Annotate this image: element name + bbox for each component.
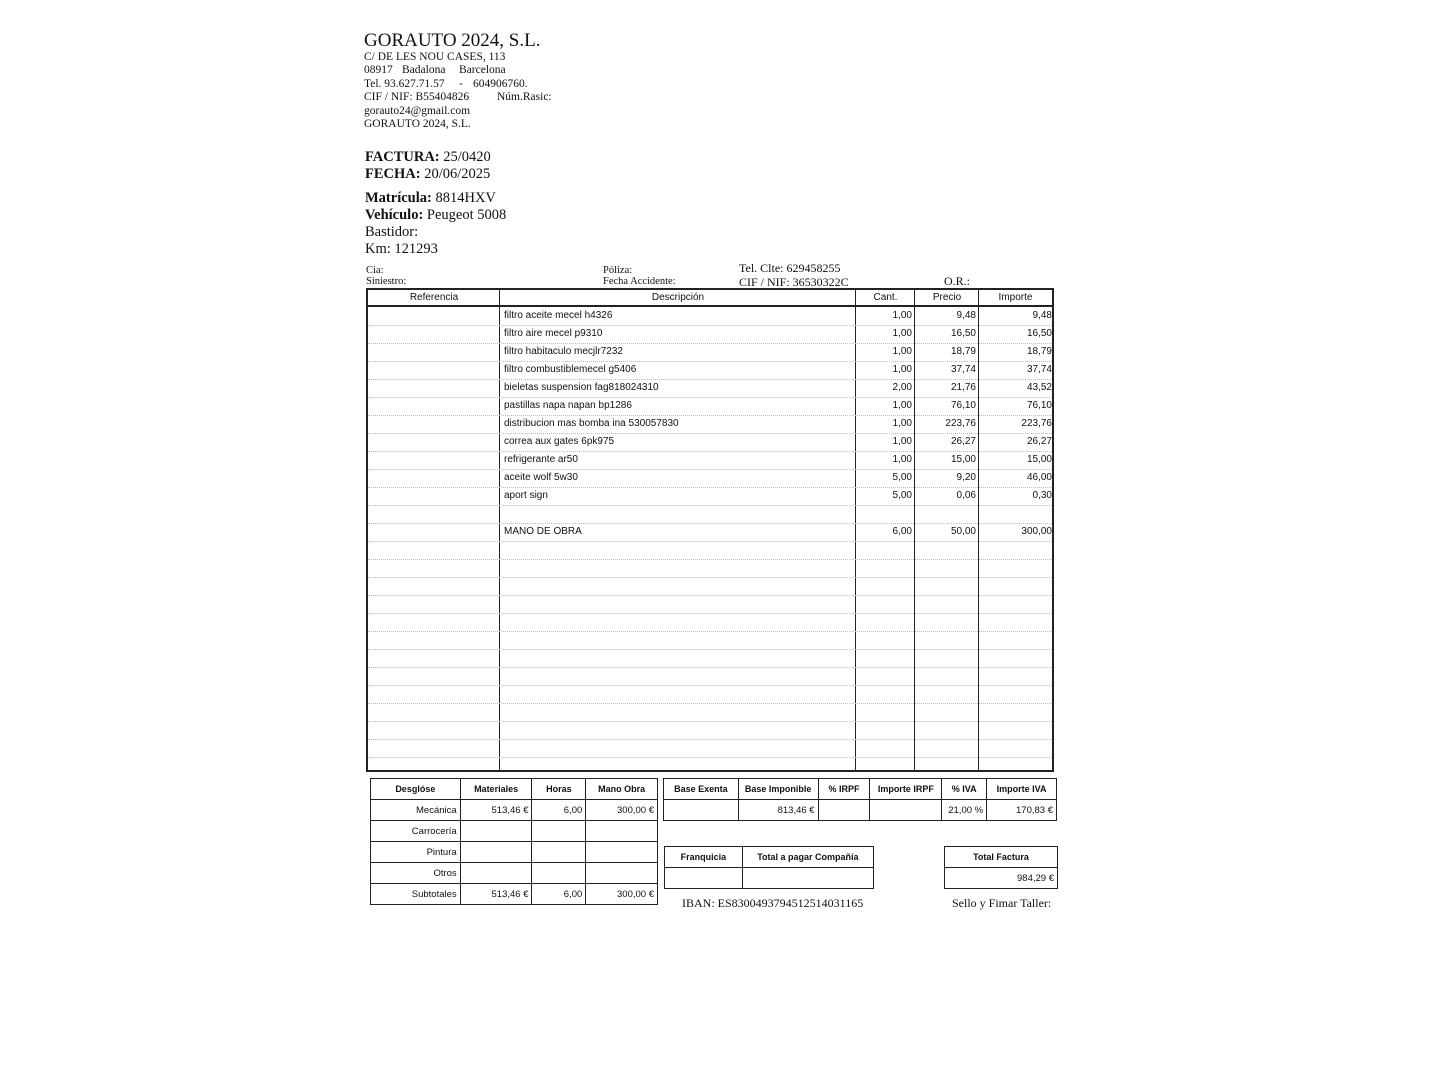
- breakdown-hours: 6,00: [532, 884, 586, 905]
- row-guide: [368, 325, 1052, 326]
- company-phone-separator: -: [459, 78, 463, 90]
- item-description: filtro habitaculo mecjlr7232: [504, 346, 623, 357]
- row-guide: [368, 577, 1052, 578]
- row-guide: [368, 757, 1052, 758]
- item-quantity: 1,00: [892, 454, 912, 465]
- item-amount: 223,76: [1021, 418, 1052, 429]
- company-address: C/ DE LES NOU CASES, 113: [364, 51, 506, 63]
- col-importe: Importe: [979, 290, 1052, 307]
- tax-header: Base Exenta: [664, 779, 739, 800]
- item-description: distribucion mas bomba ina 530057830: [504, 418, 679, 429]
- total-table: [944, 846, 1058, 889]
- col-cant: Cant.: [856, 290, 915, 307]
- item-price: 0,06: [956, 490, 976, 501]
- item-description: correa aux gates 6pk975: [504, 436, 615, 447]
- breakdown-hours: [532, 842, 586, 863]
- total-header-row: [945, 847, 1058, 868]
- breakdown-header: Horas: [532, 779, 586, 800]
- tax-vat-percent: 21,00 %: [942, 800, 987, 821]
- breakdown-labor: [586, 842, 658, 863]
- client-phone: Tel. Clte: 629458255: [739, 261, 841, 275]
- item-amount: 26,27: [1026, 436, 1052, 447]
- row-guide: [368, 649, 1052, 650]
- factura-value: 25/0420: [443, 149, 491, 165]
- repair-order-label: O.R.:: [944, 274, 971, 288]
- item-amount: 46,00: [1026, 472, 1052, 483]
- deductible-header: Franquicia: [665, 847, 743, 868]
- breakdown-header: Mano Obra: [586, 779, 658, 800]
- tax-header: Importe IRPF: [870, 779, 942, 800]
- deductible-value-row: [665, 868, 874, 889]
- item-price: 37,74: [950, 364, 976, 375]
- item-quantity: 1,00: [892, 400, 912, 411]
- breakdown-materials: [460, 821, 532, 842]
- item-amount: 9,48: [1032, 310, 1052, 321]
- item-price: 21,76: [950, 382, 976, 393]
- tax-irpf-amount: [870, 800, 942, 821]
- item-description: filtro aceite mecel h4326: [504, 310, 613, 321]
- item-amount: 16,50: [1026, 328, 1052, 339]
- row-guide: [368, 559, 1052, 560]
- company-email: gorauto24@gmail.com: [364, 105, 471, 117]
- row-guide: [368, 523, 1052, 524]
- col-referencia: Referencia: [368, 290, 500, 307]
- km-label: Km:: [365, 241, 391, 257]
- company-province: Barcelona: [459, 64, 506, 76]
- item-price: 9,20: [956, 472, 976, 483]
- invoice-date: [365, 166, 490, 183]
- row-guide: [368, 415, 1052, 416]
- breakdown-labor: 300,00 €: [586, 884, 658, 905]
- vehiculo-label: Vehículo:: [365, 207, 424, 223]
- tax-table: [663, 778, 1057, 821]
- item-description: filtro aire mecel p9310: [504, 328, 603, 339]
- row-guide: [368, 685, 1052, 686]
- item-quantity: 1,00: [892, 436, 912, 447]
- row-guide: [368, 433, 1052, 434]
- client-cif: CIF / NIF: 36530322C: [739, 275, 849, 289]
- breakdown-materials: 513,46 €: [460, 800, 532, 821]
- item-description: refrigerante ar50: [504, 454, 578, 465]
- breakdown-hours: 6,00: [532, 800, 586, 821]
- row-guide: [368, 667, 1052, 668]
- company-cif: CIF / NIF: B55404826: [364, 91, 470, 103]
- breakdown-label: Carrocería: [371, 821, 461, 842]
- breakdown-materials: 513,46 €: [460, 884, 532, 905]
- vehicle-plate: [365, 190, 496, 207]
- row-guide: [368, 451, 1052, 452]
- row-guide: [368, 721, 1052, 722]
- row-guide: [368, 469, 1052, 470]
- item-amount: 300,00: [1021, 526, 1052, 537]
- breakdown-label: Pintura: [371, 842, 461, 863]
- insurer-label: Cia:: [366, 265, 384, 276]
- tax-base-exempt: [664, 800, 739, 821]
- breakdown-labor: 300,00 €: [586, 800, 658, 821]
- breakdown-labor: [586, 821, 658, 842]
- col-divider: [499, 290, 500, 770]
- row-guide: [368, 343, 1052, 344]
- insurer-total-value: [742, 868, 873, 889]
- accident-date-label: Fecha Accidente:: [603, 276, 676, 287]
- row-guide: [368, 505, 1052, 506]
- vehicle-model: [365, 207, 506, 224]
- breakdown-label: Mecánica: [371, 800, 461, 821]
- row-guide: [368, 631, 1052, 632]
- company-name-repeat: GORAUTO 2024, S.L.: [364, 118, 471, 130]
- deductible-value: [665, 868, 743, 889]
- row-guide: [368, 361, 1052, 362]
- item-description: bieletas suspension fag818024310: [504, 382, 659, 393]
- company-phone: Tel. 93.627.71.57: [364, 78, 445, 90]
- factura-label: FACTURA:: [365, 149, 440, 165]
- item-price: 26,27: [950, 436, 976, 447]
- item-amount: 15,00: [1026, 454, 1052, 465]
- policy-label: Póliza:: [603, 265, 633, 276]
- total-value-row: [945, 868, 1058, 889]
- row-guide: [368, 379, 1052, 380]
- row-guide: [368, 541, 1052, 542]
- tax-header: % IRPF: [818, 779, 870, 800]
- total-label: Total Factura: [945, 847, 1058, 868]
- tax-header: % IVA: [942, 779, 987, 800]
- item-amount: 76,10: [1026, 400, 1052, 411]
- item-quantity: 1,00: [892, 310, 912, 321]
- item-quantity: 1,00: [892, 346, 912, 357]
- vehicle-chassis: Bastidor:: [365, 224, 419, 240]
- breakdown-labor: [586, 863, 658, 884]
- tax-header: Importe IVA: [987, 779, 1057, 800]
- stamp-signature-label: Sello y Fimar Taller:: [952, 896, 1052, 910]
- tax-base-taxable: 813,46 €: [738, 800, 818, 821]
- row-guide: [368, 613, 1052, 614]
- breakdown-header-row: [371, 779, 658, 800]
- company-name: GORAUTO 2024, S.L.: [364, 30, 541, 51]
- row-guide: [368, 397, 1052, 398]
- tax-value-row: [664, 800, 1057, 821]
- breakdown-row: [371, 842, 658, 863]
- company-city: Badalona: [402, 64, 446, 76]
- item-price: 76,10: [950, 400, 976, 411]
- col-precio: Precio: [915, 290, 979, 307]
- item-amount: 37,74: [1026, 364, 1052, 375]
- item-description: filtro combustiblemecel g5406: [504, 364, 637, 375]
- item-quantity: 5,00: [892, 472, 912, 483]
- breakdown-materials: [460, 863, 532, 884]
- breakdown-header: Desglóse: [371, 779, 461, 800]
- tax-irpf-percent: [818, 800, 870, 821]
- breakdown-hours: [532, 821, 586, 842]
- item-description: aport sign: [504, 490, 548, 501]
- item-quantity: 1,00: [892, 328, 912, 339]
- tax-vat-amount: 170,83 €: [987, 800, 1057, 821]
- item-amount: 18,79: [1026, 346, 1052, 357]
- tax-header-row: [664, 779, 1057, 800]
- item-quantity: 2,00: [892, 382, 912, 393]
- breakdown-table: [370, 778, 658, 905]
- item-quantity: 6,00: [892, 526, 912, 537]
- company-rasic: Núm.Rasic:: [497, 91, 552, 103]
- km-value: 121293: [394, 241, 438, 257]
- col-descripcion: Descripción: [500, 290, 856, 307]
- deductible-table: [664, 846, 874, 889]
- deductible-header-row: [665, 847, 874, 868]
- breakdown-row: [371, 821, 658, 842]
- vehiculo-value: Peugeot 5008: [426, 207, 507, 223]
- item-price: 50,00: [950, 526, 976, 537]
- row-guide: [368, 739, 1052, 740]
- item-price: 223,76: [945, 418, 976, 429]
- matricula-value: 8814HXV: [435, 190, 496, 206]
- claim-label: Siniestro:: [366, 276, 407, 287]
- fecha-value: 20/06/2025: [424, 166, 491, 182]
- items-table: [366, 288, 1054, 772]
- row-guide: [368, 703, 1052, 704]
- item-price: 16,50: [950, 328, 976, 339]
- breakdown-hours: [532, 863, 586, 884]
- iban: IBAN: ES8300493794512514031165: [682, 896, 864, 910]
- item-description: MANO DE OBRA: [504, 526, 582, 537]
- company-phone-2: 604906760.: [473, 78, 528, 90]
- item-amount: 43,52: [1026, 382, 1052, 393]
- row-guide: [368, 487, 1052, 488]
- item-price: 9,48: [956, 310, 976, 321]
- breakdown-row: [371, 863, 658, 884]
- breakdown-materials: [460, 842, 532, 863]
- breakdown-subtotal-row: [371, 884, 658, 905]
- breakdown-label: Subtotales: [371, 884, 461, 905]
- item-quantity: 5,00: [892, 490, 912, 501]
- row-guide: [368, 595, 1052, 596]
- fecha-label: FECHA:: [365, 166, 421, 182]
- breakdown-label: Otros: [371, 863, 461, 884]
- item-quantity: 1,00: [892, 364, 912, 375]
- tax-header: Base Imponible: [738, 779, 818, 800]
- matricula-label: Matrícula:: [365, 190, 432, 206]
- item-description: pastillas napa napan bp1286: [504, 400, 632, 411]
- item-description: aceite wolf 5w30: [504, 472, 578, 483]
- deductible-header: Total a pagar Compañía: [742, 847, 873, 868]
- invoice-number: [365, 149, 491, 166]
- total-value: 984,29 €: [945, 868, 1058, 889]
- vehicle-km: [365, 241, 438, 258]
- item-amount: 0,30: [1032, 490, 1052, 501]
- breakdown-header: Materiales: [460, 779, 532, 800]
- breakdown-row: [371, 800, 658, 821]
- company-postal-code: 08917: [364, 64, 393, 76]
- item-price: 15,00: [950, 454, 976, 465]
- item-quantity: 1,00: [892, 418, 912, 429]
- item-price: 18,79: [950, 346, 976, 357]
